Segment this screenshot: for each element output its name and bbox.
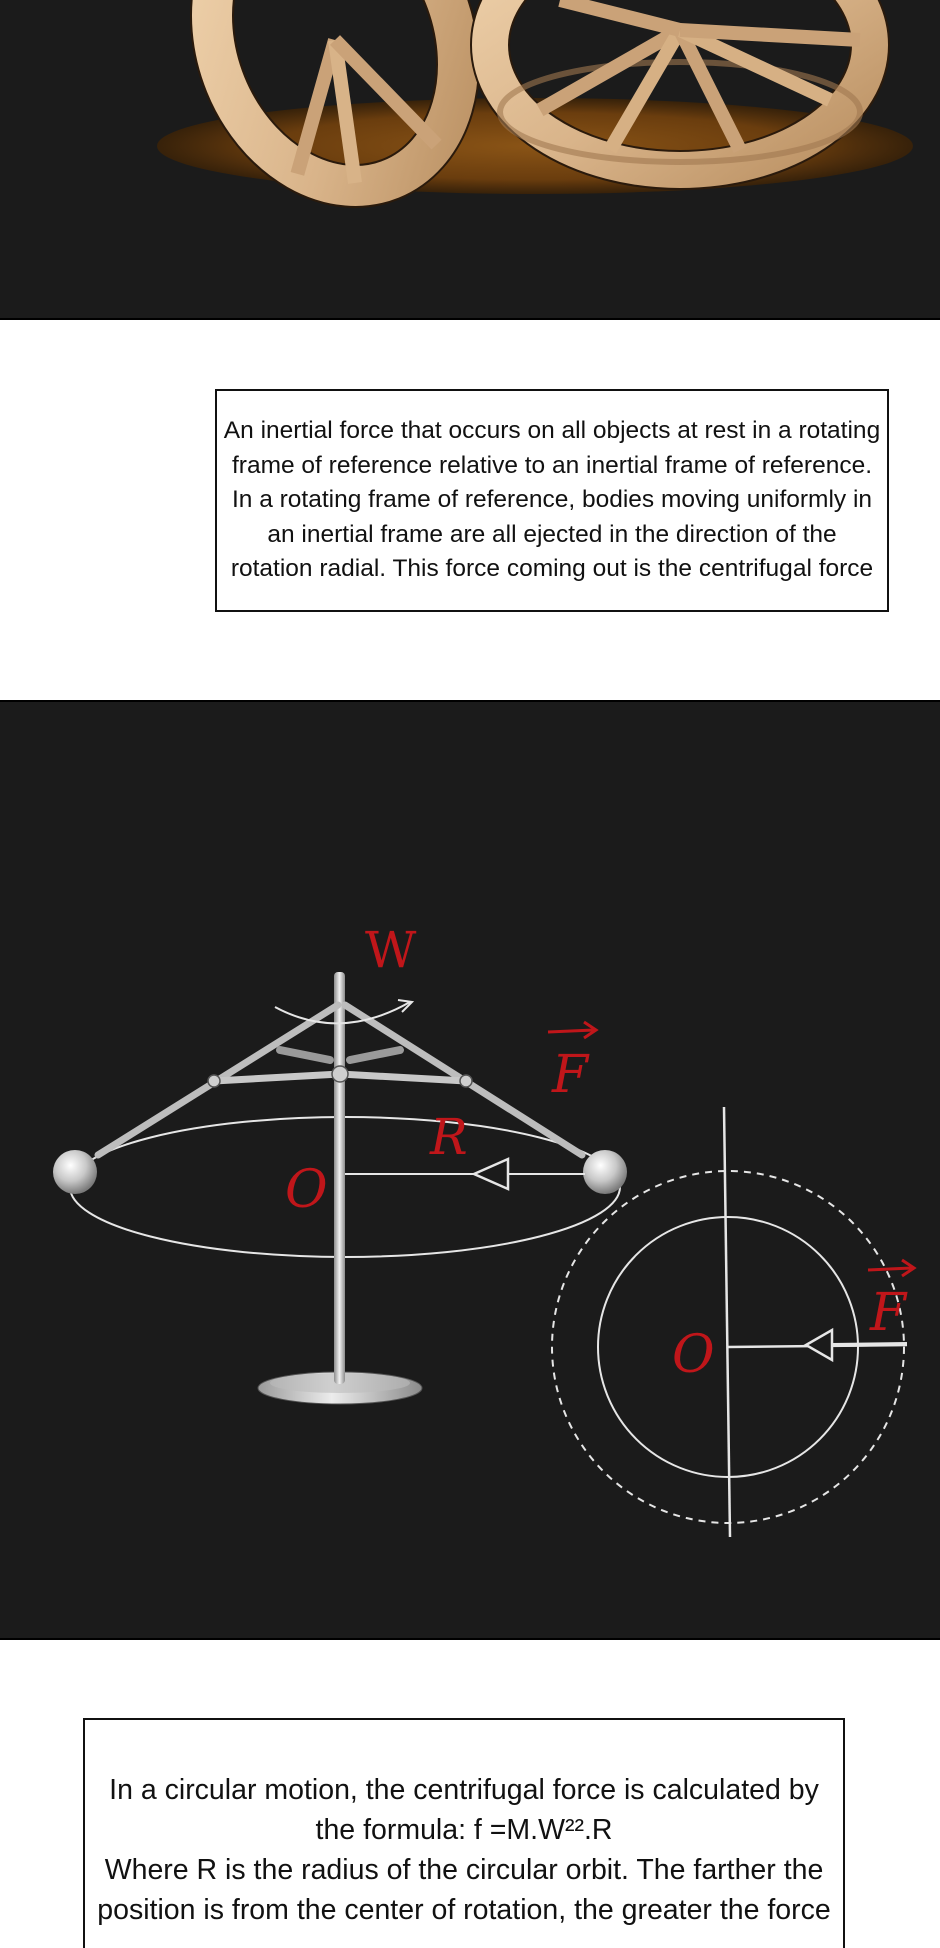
caption-line: position is from the center of rotation, the greater the force — [97, 1894, 831, 1926]
label-o: O — [285, 1160, 328, 1220]
caption-line: In a circular motion, the centrifugal force is calculated by — [109, 1774, 819, 1806]
caption-line: Where R is the radius of the circular orbit. The farther the — [104, 1854, 824, 1886]
wooden-wheels-illustration — [0, 0, 940, 318]
label-o-top: O — [672, 1325, 715, 1385]
caption-line: In a rotating frame of reference, bodies moving uniformly in — [231, 486, 873, 513]
caption-line: rotation radial. This force coming out is the centrifugal force — [230, 555, 874, 582]
centrifugal-force-diagram — [0, 702, 940, 1638]
caption-line: the formula: f =M.W²².R — [315, 1814, 613, 1846]
centrifugal-diagram-panel — [0, 700, 940, 1640]
caption-line: an inertial frame are all ejected in the direction of the — [267, 520, 837, 548]
label-f: F — [552, 1045, 589, 1105]
force-arrowhead — [474, 1159, 508, 1189]
label-w: W — [365, 921, 417, 979]
label-r: R — [430, 1108, 468, 1166]
left-ball — [53, 1150, 97, 1194]
right-ball — [583, 1150, 627, 1194]
top-view-arrowhead — [806, 1330, 832, 1360]
caption-line: frame of reference relative to an inertial frame of reference. — [231, 451, 873, 479]
formula-caption — [83, 1718, 845, 1948]
wheels-illustration-panel — [0, 0, 940, 320]
vertical-axis — [724, 1107, 730, 1537]
caption-line: An inertial force that occurs on all objects at rest in a rotating — [223, 417, 881, 444]
vector-arrow-f — [548, 1030, 594, 1032]
definition-caption — [215, 389, 889, 612]
central-pole — [334, 972, 345, 1384]
label-f-top: F — [870, 1283, 907, 1343]
